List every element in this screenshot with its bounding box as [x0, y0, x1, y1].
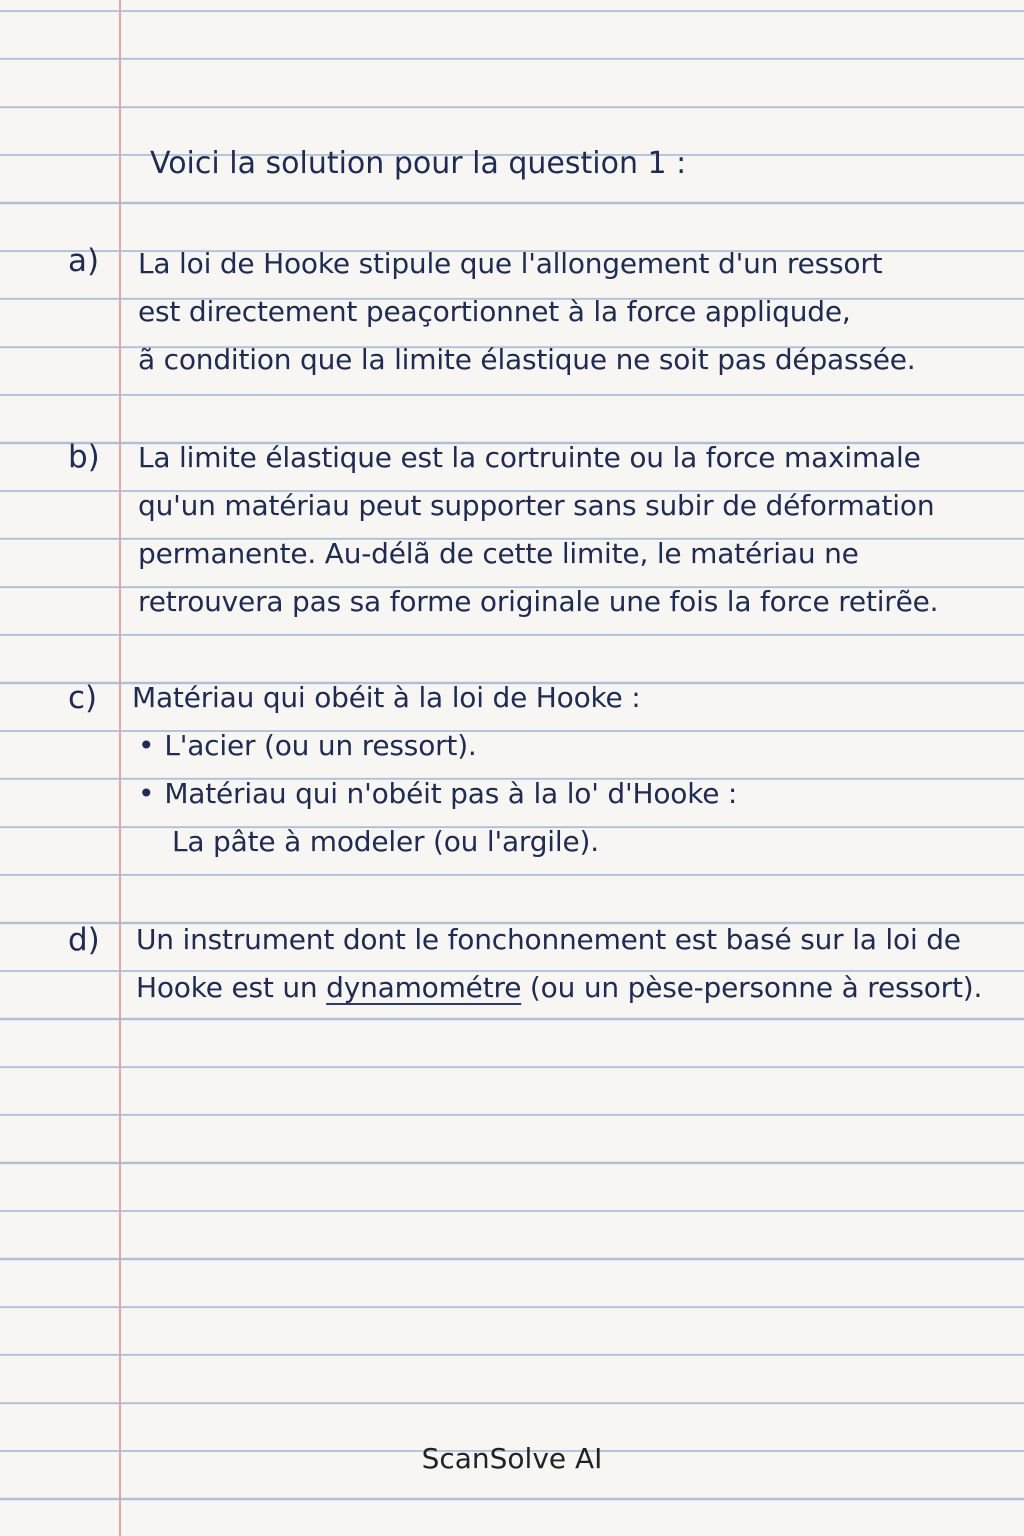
section-b-line-4: retrouvera pas sa forme originale une fois la force retirẽe. — [138, 585, 939, 618]
section-a-line-1: La loi de Hooke stipule que l'allongement d'un ressort — [138, 247, 883, 280]
section-a-line-3: ã condition que la limite élastique ne soit pas dépassée. — [138, 343, 916, 376]
margin-line — [119, 0, 121, 1536]
section-c-bullet-2: • Matériau qui n'obéit pas à la lo' d'Hooke : — [138, 770, 737, 818]
underlined-word: dynamométre — [326, 971, 522, 1004]
section-a-line-2: est directement peaçortionnet à la force appliqude, — [138, 295, 851, 328]
section-b-line-1: La limite élastique est la cortruinte ou la force maximale — [138, 441, 921, 474]
section-d-line-2 — [136, 964, 982, 1012]
section-c-line-1: Matériau qui obéit à la loi de Hooke : — [132, 681, 641, 714]
section-label-b: b) — [68, 439, 100, 475]
footer-watermark: ScanSolve AI — [421, 1442, 603, 1475]
section-d-line-2-end: (ou un pèse-personne à ressort). — [529, 971, 983, 1004]
section-label-a: a) — [68, 243, 100, 279]
section-b-line-2: qu'un matériau peut supporter sans subir de déformation — [138, 489, 935, 522]
section-c-line-4: La pâte à modeler (ou l'argile). — [172, 825, 599, 858]
section-d-line-2-start: Hooke est un — [136, 971, 318, 1004]
section-b-line-3: permanente. Au-délã de cette limite, le matériau ne — [138, 537, 859, 570]
section-c-bullet-1: • L'acier (ou un ressort). — [138, 722, 477, 770]
section-d-line-1: Un instrument dont le fonchonnement est basé sur la loi de — [136, 923, 961, 956]
section-label-d: d) — [68, 922, 100, 958]
page-title: Voici la solution pour la question 1 : — [150, 146, 687, 181]
section-label-c: c) — [68, 680, 98, 716]
